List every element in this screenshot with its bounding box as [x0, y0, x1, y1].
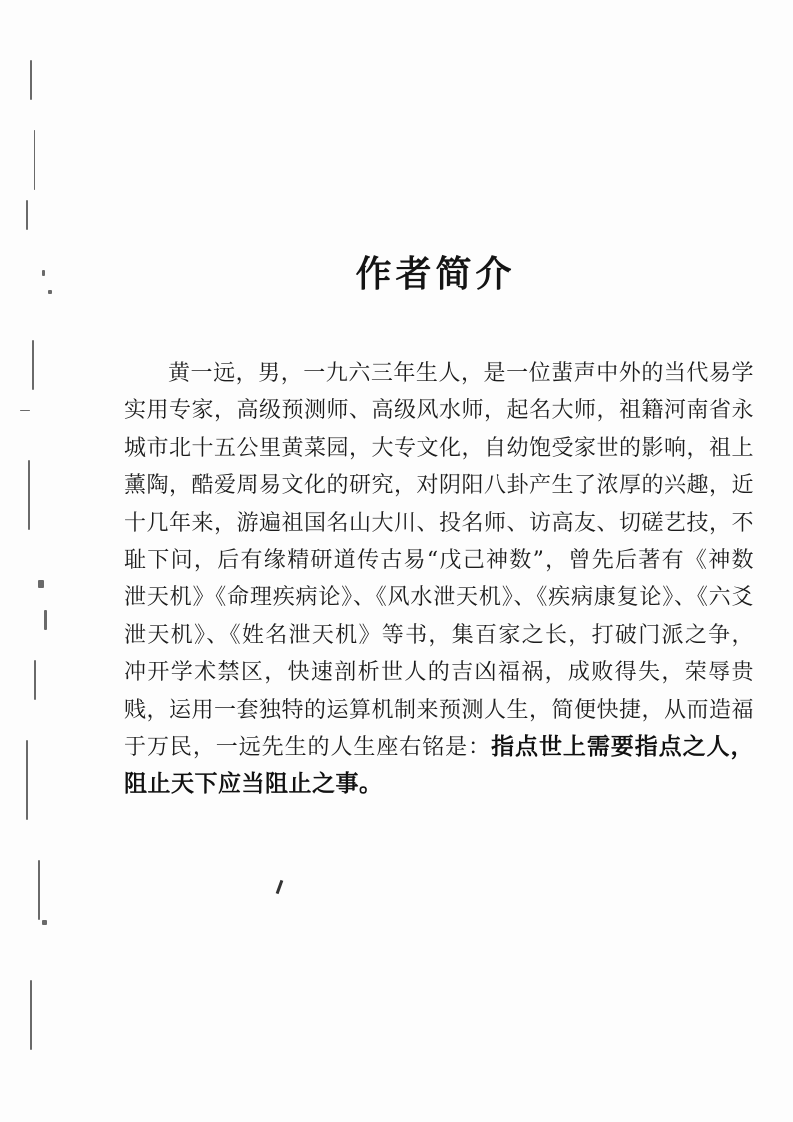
author-biography: [124, 355, 754, 804]
ink-mark: [276, 880, 284, 894]
page-title: 作者简介: [355, 254, 516, 295]
author-motto: 指点世上需要指点之人，阻止天下应当阻止之事。: [124, 734, 754, 798]
scan-binding-edge: [20, 40, 68, 1100]
biography-text: 黄一远，男，一九六三年生人，是一位蜚声中外的当代易学实用专家，高级预测师、高级风水师，起名大师，祖籍河南省永城市北十五公里黄菜园，大专文化，自幼饱受家世的影响，祖上薰陶，酷爱周易文化的研究，对阴阳八卦产生了浓厚的兴趣，近十几年来，游遍祖国名山大川、投名师、访高友、切磋艺技，不耻下问，后有缘精研道传古易“戊己神数”，曾先后著有《神数泄天机》《命理疾病论》、《风水泄天机》、《疾病康复论》、《六爻泄天机》、《姓名泄天机》等书，集百家之长，打破门派之争，冲开学术禁区，快速剖析世人的吉凶福祸，成败得失，荣辱贵贱，运用一套独特的运算机制来预测人生，简便快捷，从而造福于万民，一远先生的人生座右铭是：: [124, 361, 755, 761]
